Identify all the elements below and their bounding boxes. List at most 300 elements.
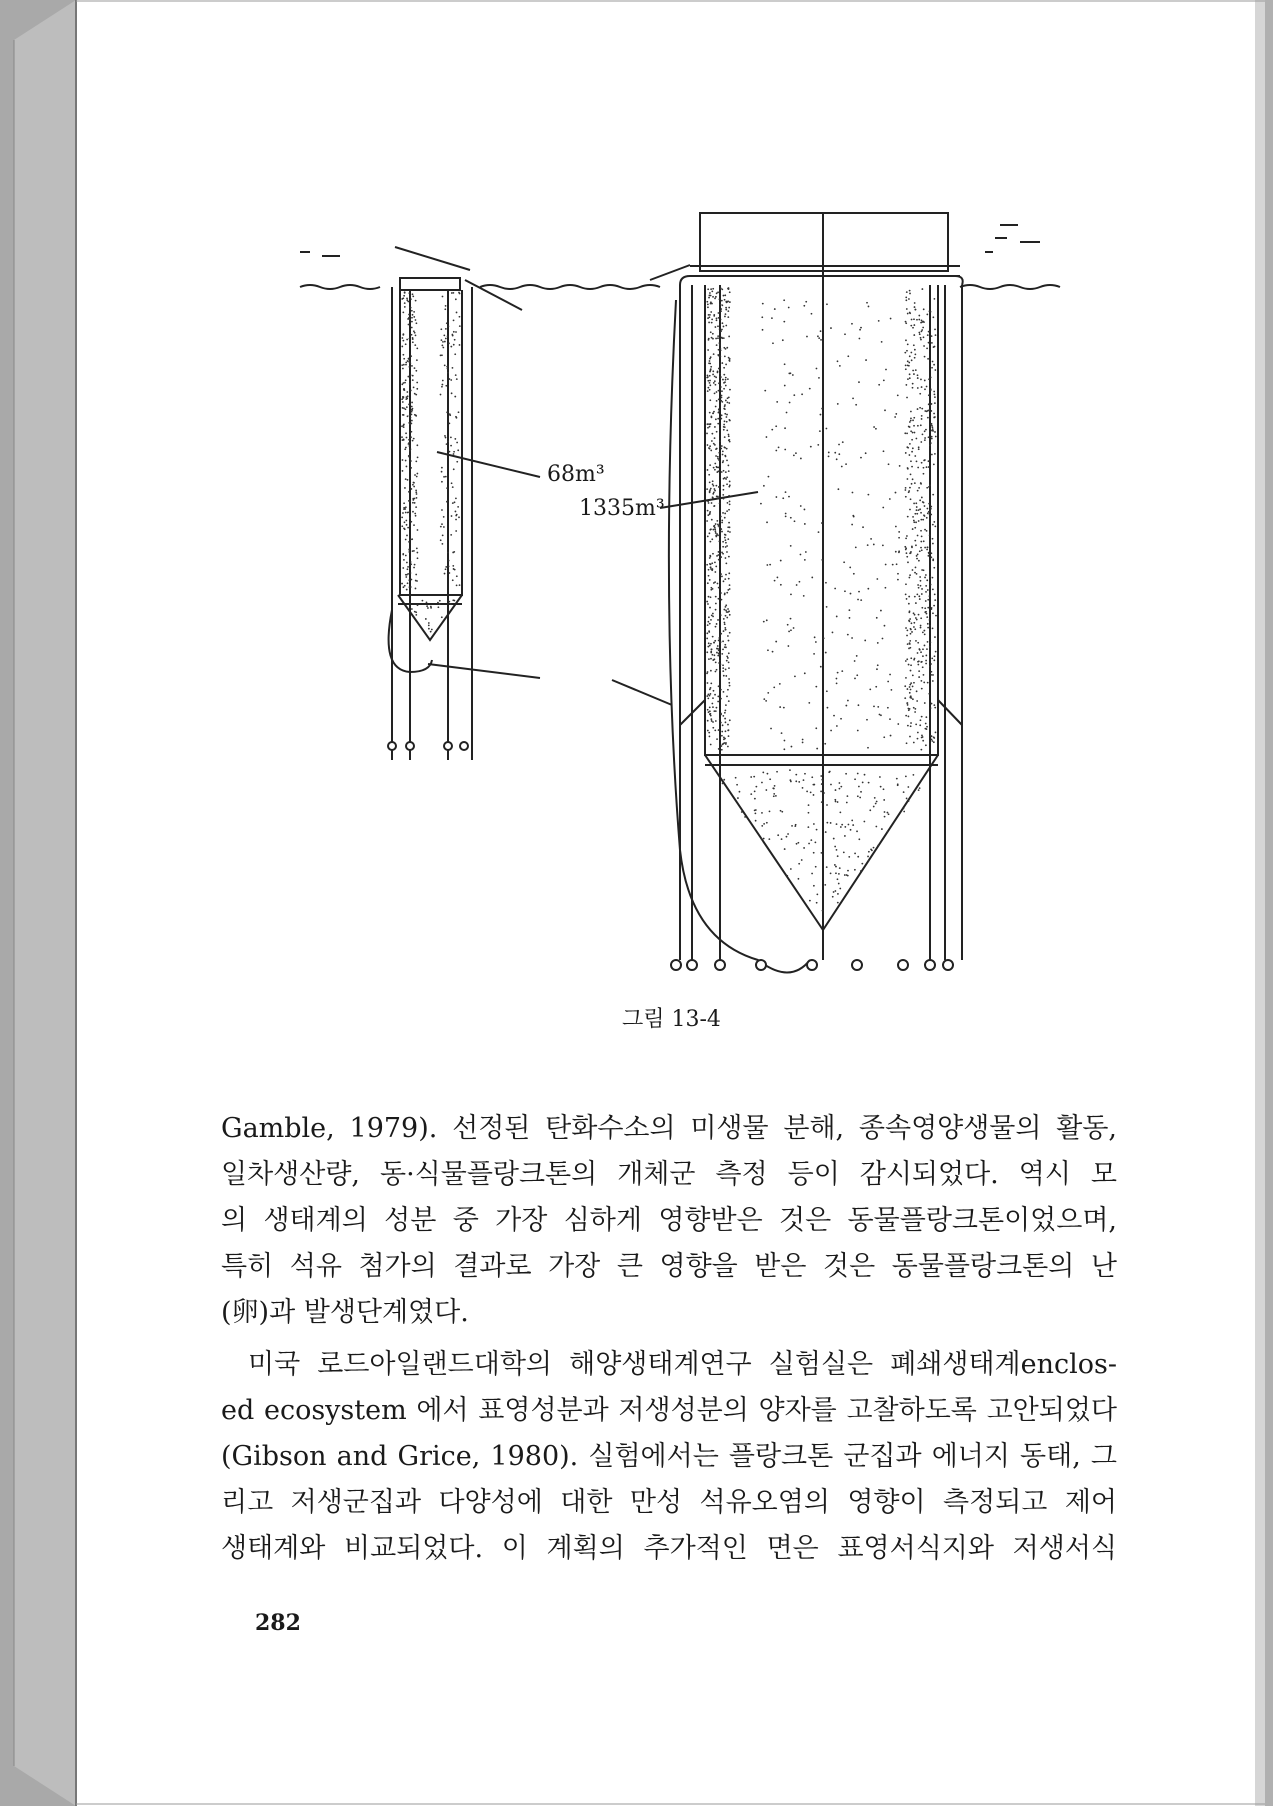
stipple-dot — [717, 335, 719, 337]
stipple-dot — [911, 483, 913, 485]
stipple-dot — [912, 383, 914, 385]
stipple-dot — [887, 707, 889, 709]
stipple-dot — [724, 294, 726, 296]
stipple-dot — [905, 775, 907, 777]
stipple-dot — [708, 362, 710, 364]
stipple-dot — [906, 291, 908, 293]
stipple-dot — [766, 436, 768, 438]
stipple-dot — [841, 670, 843, 672]
stipple-dot — [926, 549, 928, 551]
stipple-dot — [785, 515, 787, 517]
stipple-dot — [862, 782, 864, 784]
stipple-dot — [907, 344, 909, 346]
stipple-dot — [412, 498, 414, 500]
stipple-dot — [904, 546, 906, 548]
stipple-dot — [913, 612, 915, 614]
stipple-dot — [715, 603, 717, 605]
stipple-dot — [710, 589, 712, 591]
stipple-dot — [766, 564, 768, 566]
stipple-dot — [717, 701, 719, 703]
stipple-dot — [934, 328, 936, 330]
stipple-dot — [458, 411, 460, 413]
stipple-dot — [712, 529, 714, 531]
stipple-dot — [888, 813, 890, 815]
stipple-dot — [711, 318, 713, 320]
stipple-dot — [440, 354, 442, 356]
stipple-dot — [404, 528, 406, 530]
stipple-dot — [719, 526, 721, 528]
stipple-dot — [926, 579, 928, 581]
stipple-dot — [416, 547, 418, 549]
stipple-dot — [708, 502, 710, 504]
stipple-dot — [908, 577, 910, 579]
stipple-dot — [723, 498, 725, 500]
stipple-dot — [826, 606, 828, 608]
stipple-dot — [727, 530, 729, 532]
stipple-dot — [708, 297, 710, 299]
stipple-dot — [726, 660, 728, 662]
stipple-dot — [711, 322, 713, 324]
stipple-dot — [905, 660, 907, 662]
stipple-dot — [867, 856, 869, 858]
stipple-dot — [921, 415, 923, 417]
stipple-dot — [775, 795, 777, 797]
stipple-dot — [924, 547, 926, 549]
stipple-dot — [717, 583, 719, 585]
stipple-dot — [718, 654, 720, 656]
stipple-dot — [710, 619, 712, 621]
stipple-dot — [402, 401, 404, 403]
stipple-dot — [811, 873, 813, 875]
stipple-dot — [782, 339, 784, 341]
stipple-dot — [775, 425, 777, 427]
stipple-dot — [728, 307, 730, 309]
stipple-dot — [909, 684, 911, 686]
stipple-dot — [914, 302, 916, 304]
stipple-dot — [412, 484, 414, 486]
stipple-dot — [726, 510, 728, 512]
stipple-dot — [445, 476, 447, 478]
stipple-dot — [923, 308, 925, 310]
stipple-dot — [921, 716, 923, 718]
stipple-dot — [908, 298, 910, 300]
stipple-dot — [845, 463, 847, 465]
stipple-dot — [813, 794, 815, 796]
stipple-dot — [790, 618, 792, 620]
stipple-dot — [781, 811, 783, 813]
stipple-dot — [909, 454, 911, 456]
stipple-dot — [715, 671, 717, 673]
stipple-dot — [446, 411, 448, 413]
stipple-dot — [405, 520, 407, 522]
stipple-dot — [448, 572, 450, 574]
stipple-dot — [718, 412, 720, 414]
stipple-dot — [401, 364, 403, 366]
stipple-dot — [722, 494, 724, 496]
stipple-dot — [813, 823, 815, 825]
stipple-dot — [905, 549, 907, 551]
stipple-dot — [416, 476, 418, 478]
stipple-dot — [932, 577, 934, 579]
stipple-dot — [725, 385, 727, 387]
stipple-dot — [441, 386, 443, 388]
stipple-dot — [855, 547, 857, 549]
stipple-dot — [783, 748, 785, 750]
stipple-dot — [828, 455, 830, 457]
stipple-dot — [884, 811, 886, 813]
stipple-dot — [410, 448, 412, 450]
stipple-dot — [917, 387, 919, 389]
stipple-dot — [402, 354, 404, 356]
stipple-dot — [721, 576, 723, 578]
stipple-dot — [908, 664, 910, 666]
stipple-dot — [425, 618, 427, 620]
stipple-dot — [883, 736, 885, 738]
stipple-dot — [443, 516, 445, 518]
stipple-dot — [719, 502, 721, 504]
stipple-dot — [728, 522, 730, 524]
stipple-dot — [859, 329, 861, 331]
stipple-dot — [403, 295, 405, 297]
stipple-dot — [885, 369, 887, 371]
stipple-dot — [930, 556, 932, 558]
stipple-dot — [906, 552, 908, 554]
stipple-dot — [405, 408, 407, 410]
stipple-dot — [904, 352, 906, 354]
stipple-dot — [913, 503, 915, 505]
stipple-dot — [767, 773, 769, 775]
stipple-dot — [790, 372, 792, 374]
stipple-dot — [710, 301, 712, 303]
stipple-dot — [714, 729, 716, 731]
stipple-dot — [934, 453, 936, 455]
stipple-dot — [910, 460, 912, 462]
stipple-dot — [915, 567, 917, 569]
stipple-dot — [440, 328, 442, 330]
stipple-dot — [708, 596, 710, 598]
stipple-dot — [707, 376, 709, 378]
stipple-dot — [836, 682, 838, 684]
stipple-dot — [442, 296, 444, 298]
stipple-dot — [454, 438, 456, 440]
stipple-dot — [908, 800, 910, 802]
stipple-dot — [415, 588, 417, 590]
stipple-dot — [708, 616, 710, 618]
stipple-dot — [930, 663, 932, 665]
stipple-dot — [835, 872, 837, 874]
stipple-dot — [849, 567, 851, 569]
stipple-dot — [922, 655, 924, 657]
stipple-dot — [411, 310, 413, 312]
stipple-dot — [904, 489, 906, 491]
stipple-dot — [709, 384, 711, 386]
stipple-dot — [406, 298, 408, 300]
stipple-dot — [453, 331, 455, 333]
stipple-dot — [868, 860, 870, 862]
stipple-dot — [729, 614, 731, 616]
stipple-dot — [907, 467, 909, 469]
stipple-dot — [428, 628, 430, 630]
stipple-dot — [406, 437, 408, 439]
stipple-dot — [927, 512, 929, 514]
stipple-dot — [821, 522, 823, 524]
stipple-dot — [875, 428, 877, 430]
stipple-dot — [856, 830, 858, 832]
stipple-dot — [929, 484, 931, 486]
stipple-dot — [446, 322, 448, 324]
stipple-dot — [917, 652, 919, 654]
stipple-dot — [914, 432, 916, 434]
stipple-dot — [929, 625, 931, 627]
stipple-dot — [852, 492, 854, 494]
stipple-dot — [834, 799, 836, 801]
stipple-dot — [925, 429, 927, 431]
stipple-dot — [766, 822, 768, 824]
stipple-dot — [905, 321, 907, 323]
stipple-dot — [926, 466, 928, 468]
stipple-dot — [837, 403, 839, 405]
stipple-dot — [716, 669, 718, 671]
stipple-dot — [707, 709, 709, 711]
stipple-dot — [810, 446, 812, 448]
stipple-dot — [779, 683, 781, 685]
stipple-dot — [909, 618, 911, 620]
stipple-dot — [718, 748, 720, 750]
stipple-dot — [719, 356, 721, 358]
stipple-dot — [727, 689, 729, 691]
stipple-dot — [446, 366, 448, 368]
stipple-dot — [408, 491, 410, 493]
stipple-dot — [711, 538, 713, 540]
stipple-dot — [407, 318, 409, 320]
stipple-dot — [795, 780, 797, 782]
stipple-dot — [929, 646, 931, 648]
stipple-dot — [930, 442, 932, 444]
text-line: Gamble, 1979). 선정된 탄화수소의 미생물 분해, 종속영양생물의 활동, — [221, 1113, 1117, 1144]
stipple-dot — [710, 450, 712, 452]
stipple-dot — [408, 439, 410, 441]
stipple-dot — [934, 396, 936, 398]
stipple-dot — [876, 617, 878, 619]
stipple-dot — [775, 450, 777, 452]
stipple-dot — [410, 298, 412, 300]
stipple-dot — [401, 436, 403, 438]
stipple-dot — [717, 291, 719, 293]
stipple-dot — [413, 316, 415, 318]
stipple-dot — [719, 669, 721, 671]
stipple-dot — [459, 316, 461, 318]
stipple-dot — [883, 379, 885, 381]
stipple-dot — [720, 448, 722, 450]
stipple-dot — [406, 391, 408, 393]
stipple-dot — [727, 724, 729, 726]
stipple-dot — [727, 746, 729, 748]
stipple-dot — [921, 497, 923, 499]
stipple-dot — [857, 856, 859, 858]
stipple-dot — [412, 341, 414, 343]
stipple-dot — [905, 452, 907, 454]
stipple-dot — [718, 640, 720, 642]
stipple-dot — [451, 292, 453, 294]
stipple-dot — [878, 320, 880, 322]
stipple-dot — [716, 292, 718, 294]
stipple-dot — [710, 596, 712, 598]
stipple-dot — [905, 583, 907, 585]
stipple-dot — [718, 355, 720, 357]
stipple-dot — [926, 648, 928, 650]
stipple-dot — [728, 434, 730, 436]
stipple-dot — [824, 743, 826, 745]
stipple-dot — [927, 358, 929, 360]
stipple-dot — [932, 627, 934, 629]
stipple-dot — [430, 606, 432, 608]
stipple-dot — [922, 648, 924, 650]
stipple-dot — [914, 349, 916, 351]
stipple-dot — [767, 692, 769, 694]
stipple-dot — [406, 524, 408, 526]
stipple-dot — [877, 706, 879, 708]
stipple-dot — [924, 356, 926, 358]
stipple-dot — [919, 499, 921, 501]
stipple-dot — [932, 680, 934, 682]
stipple-dot — [784, 427, 786, 429]
stipple-dot — [920, 483, 922, 485]
stipple-dot — [714, 375, 716, 377]
stipple-dot — [750, 776, 752, 778]
stipple-dot — [924, 633, 926, 635]
stipple-dot — [825, 582, 827, 584]
stipple-dot — [707, 536, 709, 538]
stipple-dot — [715, 485, 717, 487]
stipple-dot — [712, 333, 714, 335]
stipple-dot — [727, 310, 729, 312]
stipple-dot — [718, 685, 720, 687]
stipple-dot — [457, 449, 459, 451]
stipple-dot — [708, 711, 710, 713]
stipple-dot — [728, 572, 730, 574]
stipple-dot — [445, 566, 447, 568]
stipple-dot — [907, 313, 909, 315]
stipple-dot — [715, 609, 717, 611]
stipple-dot — [915, 521, 917, 523]
stipple-dot — [921, 593, 923, 595]
stipple-dot — [709, 360, 711, 362]
stipple-dot — [854, 853, 856, 855]
stipple-dot — [771, 429, 773, 431]
stipple-dot — [709, 399, 711, 401]
stipple-dot — [830, 872, 832, 874]
stipple-dot — [918, 448, 920, 450]
stipple-dot — [914, 628, 916, 630]
stipple-dot — [440, 539, 442, 541]
stipple-dot — [913, 626, 915, 628]
stipple-dot — [790, 517, 792, 519]
stipple-dot — [721, 445, 723, 447]
stipple-dot — [722, 450, 724, 452]
stipple-dot — [915, 544, 917, 546]
stipple-dot — [890, 735, 892, 737]
stipple-dot — [728, 486, 730, 488]
stipple-dot — [416, 388, 418, 390]
stipple-dot — [721, 735, 723, 737]
stipple-dot — [721, 322, 723, 324]
stipple-dot — [887, 812, 889, 814]
stipple-dot — [726, 656, 728, 658]
stipple-dot — [923, 674, 925, 676]
stipple-dot — [847, 355, 849, 357]
stipple-dot — [720, 516, 722, 518]
stipple-dot — [911, 622, 913, 624]
stipple-dot — [455, 519, 457, 521]
stipple-dot — [790, 629, 792, 631]
stipple-dot — [916, 700, 918, 702]
stipple-dot — [729, 531, 731, 533]
stipple-dot — [837, 878, 839, 880]
stipple-dot — [786, 836, 788, 838]
stipple-dot — [455, 511, 457, 513]
stipple-dot — [828, 771, 830, 773]
stipple-dot — [928, 378, 930, 380]
stipple-dot — [453, 451, 455, 453]
stipple-dot — [925, 663, 927, 665]
stipple-dot — [906, 658, 908, 660]
stipple-dot — [933, 298, 935, 300]
stipple-dot — [724, 413, 726, 415]
stipple-dot — [842, 441, 844, 443]
stipple-dot — [875, 803, 877, 805]
stipple-dot — [706, 564, 708, 566]
stipple-dot — [798, 878, 800, 880]
stipple-dot — [706, 651, 708, 653]
stipple-dot — [868, 851, 870, 853]
stipple-dot — [448, 560, 450, 562]
stipple-dot — [905, 368, 907, 370]
stipple-dot — [718, 408, 720, 410]
stipple-dot — [928, 403, 930, 405]
stipple-dot — [439, 600, 441, 602]
stipple-dot — [837, 672, 839, 674]
stipple-dot — [889, 498, 891, 500]
stipple-dot — [447, 325, 449, 327]
stipple-dot — [410, 436, 412, 438]
stipple-dot — [934, 593, 936, 595]
stipple-dot — [814, 636, 816, 638]
stipple-dot — [404, 448, 406, 450]
stipple-dot — [714, 437, 716, 439]
stipple-dot — [919, 393, 921, 395]
stipple-dot — [720, 288, 722, 290]
stipple-dot — [915, 602, 917, 604]
stipple-dot — [441, 523, 443, 525]
stipple-dot — [724, 537, 726, 539]
stipple-dot — [931, 454, 933, 456]
stipple-dot — [917, 738, 919, 740]
stipple-dot — [725, 364, 727, 366]
stipple-dot — [907, 478, 909, 480]
stipple-dot — [716, 707, 718, 709]
stipple-dot — [709, 557, 711, 559]
stipple-dot — [712, 374, 714, 376]
stipple-dot — [709, 645, 711, 647]
stipple-dot — [916, 460, 918, 462]
stipple-dot — [710, 368, 712, 370]
stipple-dot — [931, 703, 933, 705]
stipple-dot — [454, 569, 456, 571]
stipple-dot — [884, 816, 886, 818]
stipple-dot — [920, 585, 922, 587]
stipple-dot — [709, 464, 711, 466]
stipple-dot — [726, 476, 728, 478]
